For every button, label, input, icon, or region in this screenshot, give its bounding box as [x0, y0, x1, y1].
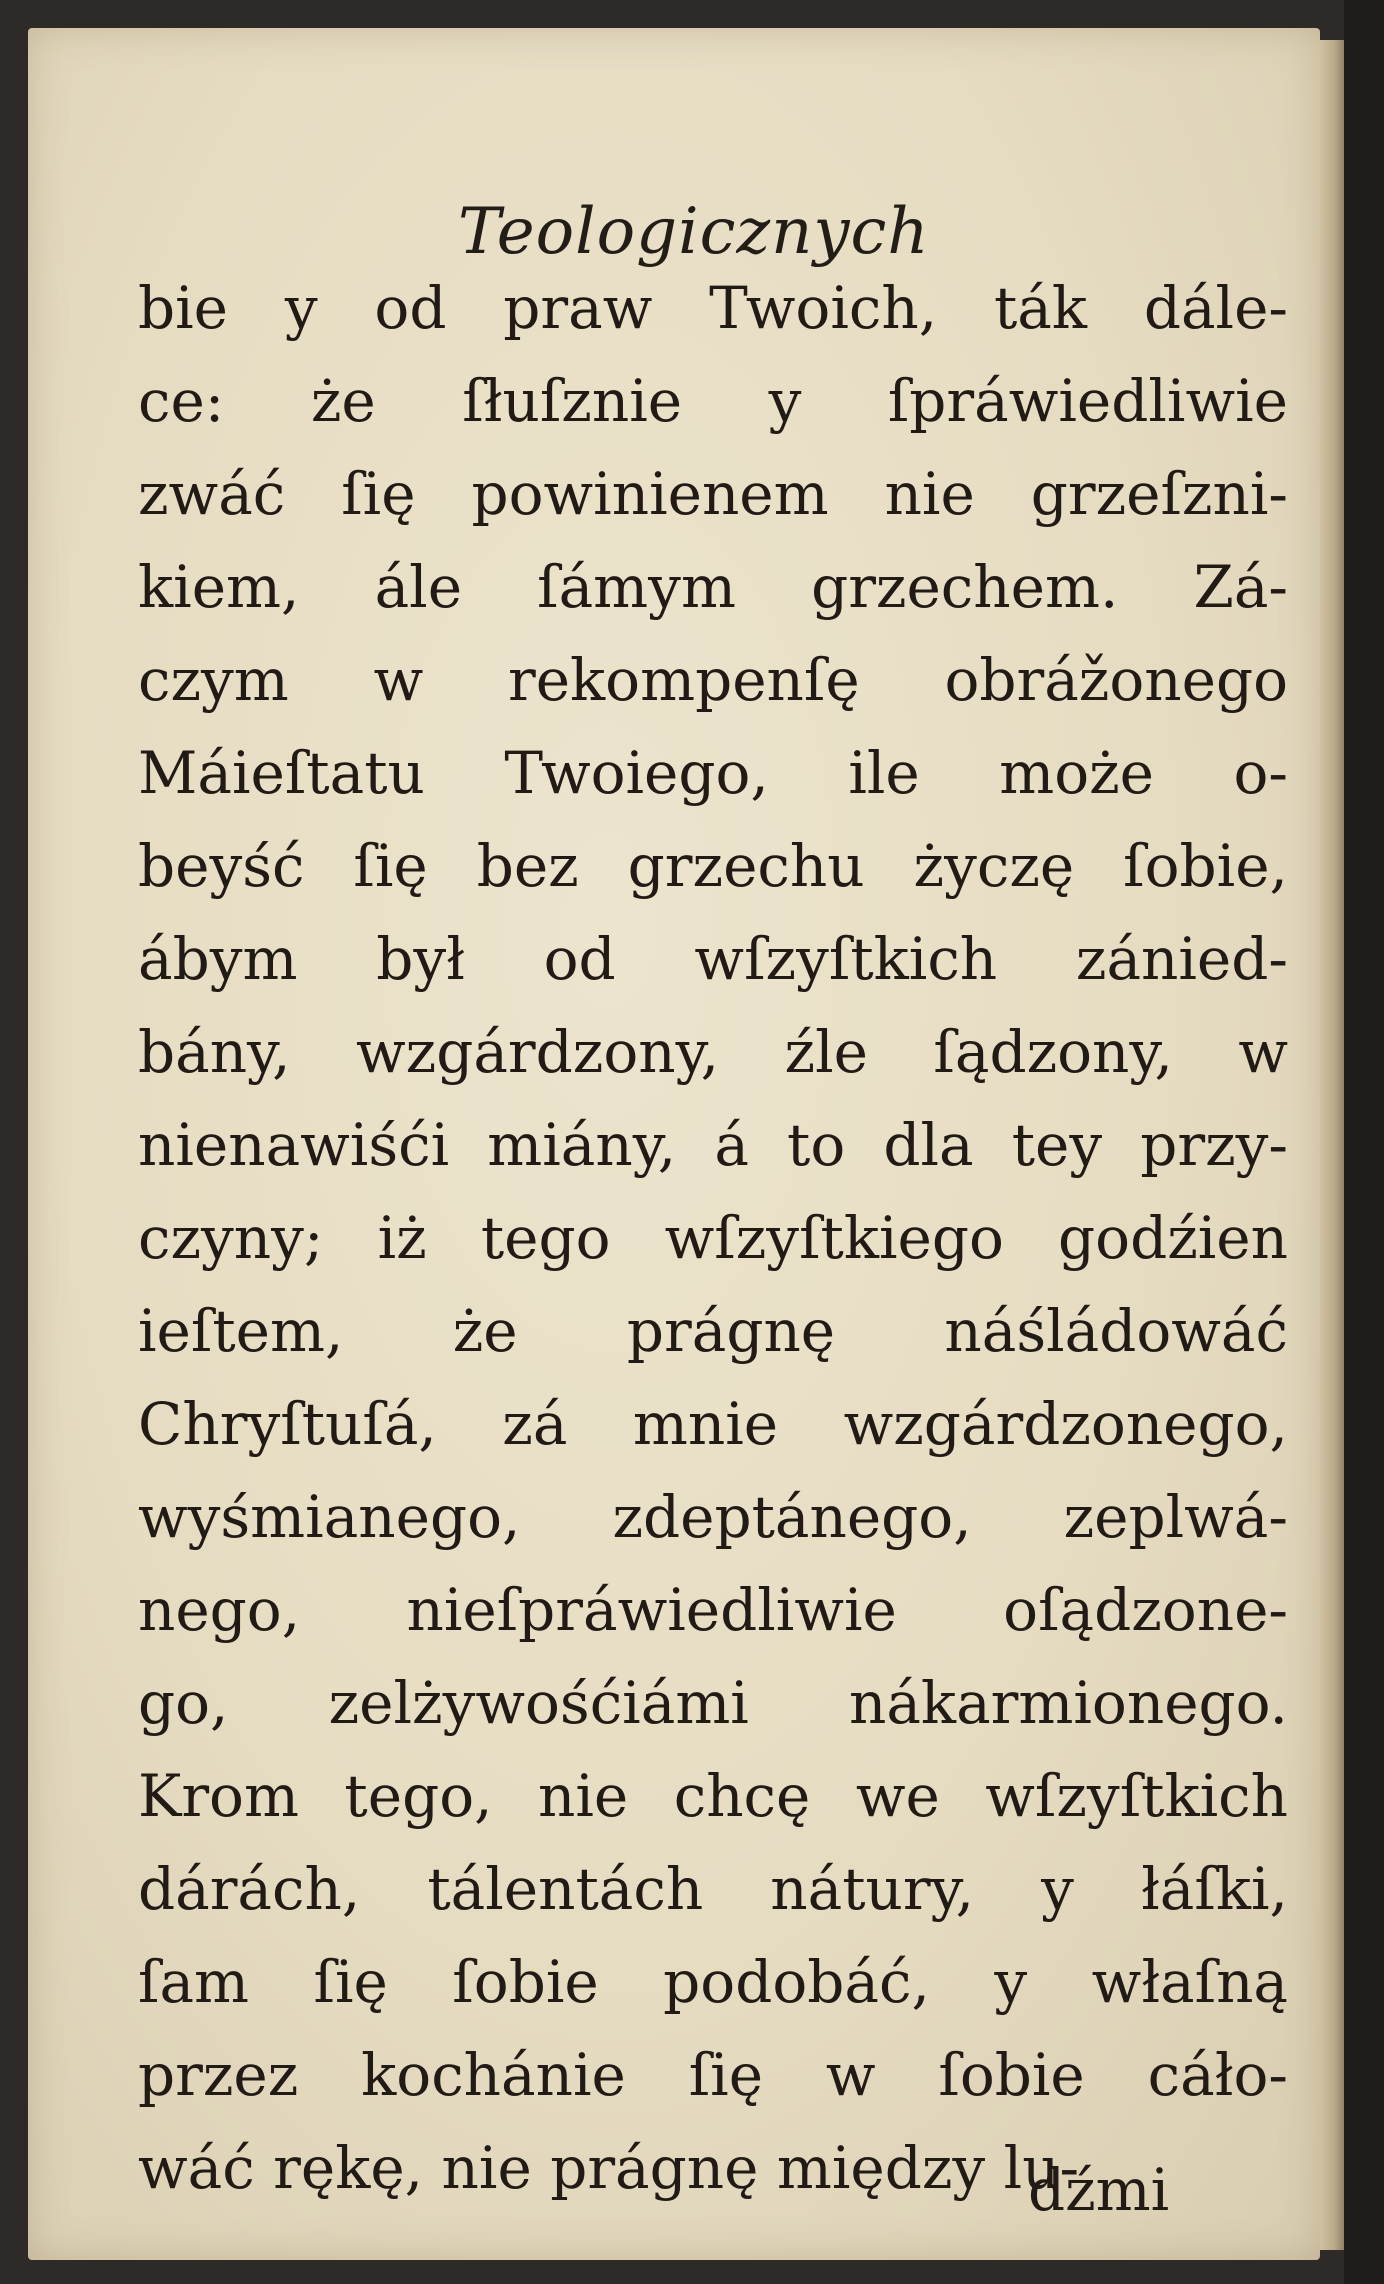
text-line: ſam ſię ſobie podobáć, y właſną — [138, 1948, 1288, 2016]
text-line: dárách, tálentách nátury, y łáſki, — [138, 1855, 1288, 1923]
text-line: go, zelżywośćiámi nákarmionego. — [138, 1669, 1288, 1737]
text-line: zwáć ſię powinienem nie grzeſzni- — [138, 460, 1288, 528]
text-line: Chryſtuſá, zá mnie wzgárdzonego, — [138, 1390, 1288, 1458]
body-text — [138, 262, 1288, 2215]
text-line: nego, nieſpráwiedliwie oſądzone- — [138, 1576, 1288, 1644]
page-gutter — [1320, 40, 1344, 2250]
text-line: przez kochánie ſię w ſobie cáło- — [138, 2041, 1288, 2109]
text-line: ce: że ſłuſznie y ſpráwiedliwie — [138, 367, 1288, 435]
text-line: beyść ſię bez grzechu życzę ſobie, — [138, 832, 1288, 900]
text-line: kiem, ále ſámym grzechem. Zá- — [138, 553, 1288, 621]
text-line: czym w rekompenſę obrážonego — [138, 646, 1288, 714]
running-head: Teologicznych — [458, 195, 930, 269]
text-line: czyny; iż tego wſzyſtkiego godźien — [138, 1204, 1288, 1272]
scan-border — [1344, 0, 1384, 2284]
text-line: bány, wzgárdzony, źle ſądzony, w — [138, 1018, 1288, 1086]
text-line: nienawiśći miány, á to dla tey przy- — [138, 1111, 1288, 1179]
catchword: dźmi — [1028, 2156, 1170, 2224]
text-line: wáć rękę, nie prágnę między lu- — [138, 2134, 1080, 2202]
text-line: Krom tego, nie chcę we wſzyſtkich — [138, 1762, 1288, 1830]
text-line: ábym był od wſzyſtkich zánied- — [138, 925, 1288, 993]
text-line: ieſtem, że prágnę náśládowáć — [138, 1297, 1288, 1365]
text-line: Máieſtatu Twoiego, ile może o- — [138, 739, 1288, 807]
text-line: wyśmianego, zdeptánego, zeplwá- — [138, 1483, 1288, 1551]
text-line: bie y od praw Twoich, ták dále- — [138, 274, 1288, 342]
